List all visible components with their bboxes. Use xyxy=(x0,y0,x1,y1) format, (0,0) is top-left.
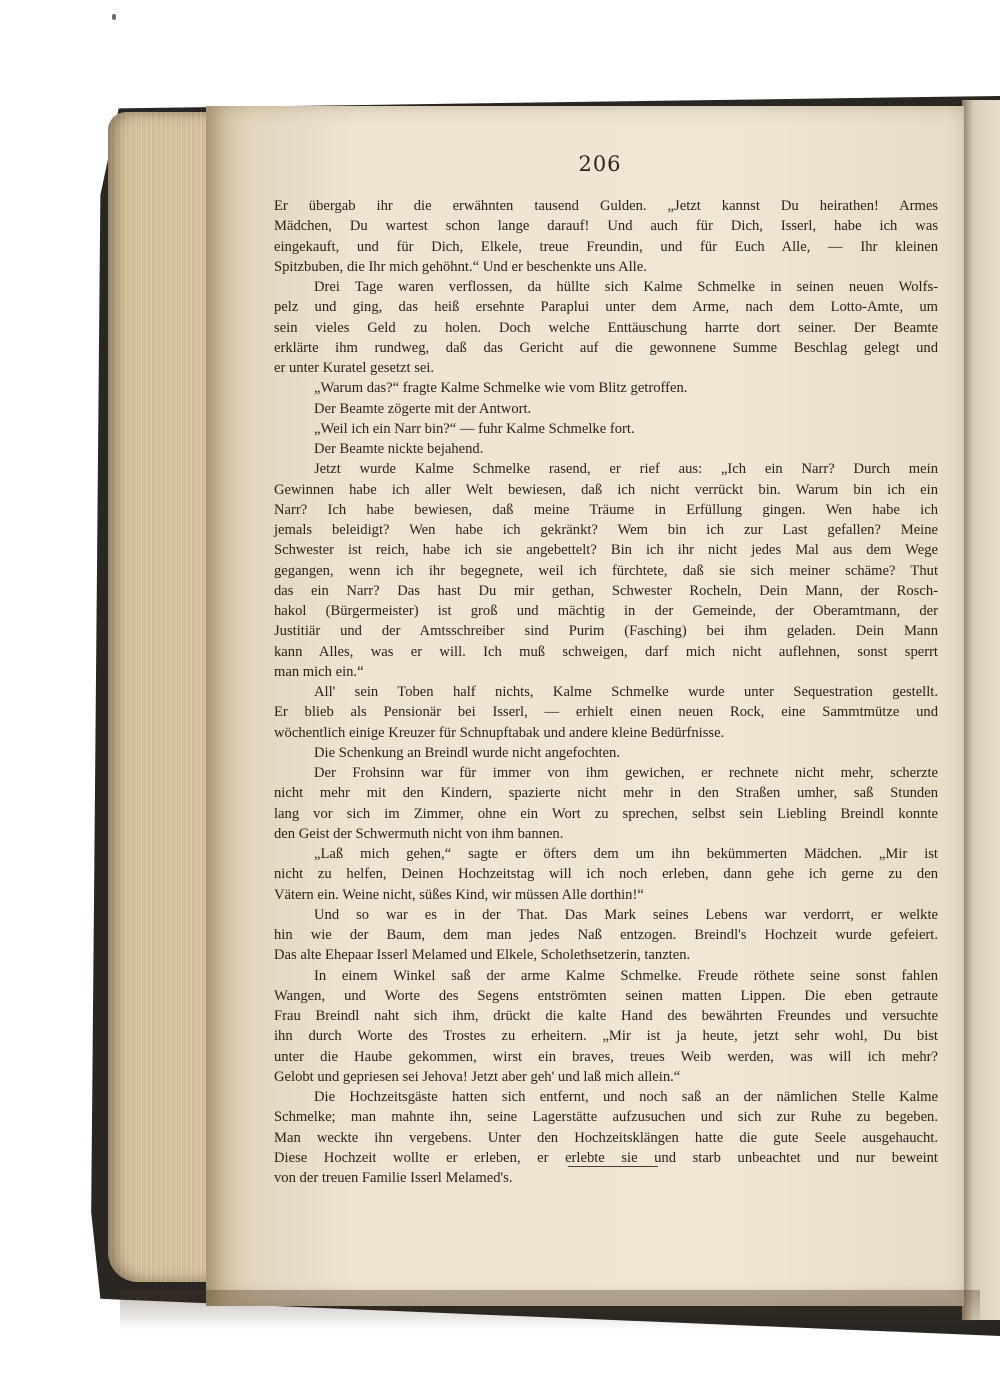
text-line: Man weckte ihn vergebens. Unter den Hochzeitsklängen hatte die gute Seele ausgehaucht. xyxy=(274,1129,938,1146)
end-rule xyxy=(568,1166,658,1167)
text-line: jemals beleidigt? Wen habe ich gekränkt? Wem bin ich zur Last gefallen? Meine xyxy=(274,522,938,538)
text-line: Wangen, und Worte des Segens entströmten seinen matten Lippen. Die eben getraute xyxy=(274,987,938,1004)
text-line: All' sein Toben half nichts, Kalme Schmelke wurde unter Sequestration gestellt. xyxy=(314,684,938,700)
text-line: Der Beamte nickte bejahend. xyxy=(314,441,484,457)
text-line: ihn durch Worte des Trostes zu erheitern. „Mir ist ja heute, jetzt sehr wohl, Du bist xyxy=(274,1028,938,1045)
text-line: erklärte ihm rundweg, daß das Gericht auf die gewonnene Summe Beschlag gelegt und xyxy=(274,339,938,356)
page-shadow xyxy=(120,1290,980,1330)
next-page-edge xyxy=(962,100,1000,1320)
text-line: kann Alles, was er will. Ich muß schweigen, darf mich nicht auflehnen, sonst sperrt xyxy=(274,643,938,660)
page-text xyxy=(274,196,938,1188)
page-number: 206 xyxy=(578,152,622,176)
dust-spot xyxy=(112,14,116,20)
text-line: unter die Haube gekommen, wirst ein braves, treues Weib werden, was will ich mehr? xyxy=(274,1048,938,1065)
text-line: Spitzbuben, die Ihr mich gehöhnt.“ Und er beschenkte uns Alle. xyxy=(274,258,647,275)
text-line: „Warum das?“ fragte Kalme Schmelke wie vom Blitz getroffen. xyxy=(314,380,688,397)
text-line: Vätern ein. Weine nicht, süßes Kind, wir müssen Alle dorthin!“ xyxy=(274,886,644,903)
text-line: wöchentlich einige Kreuzer für Schnupftabak und andere kleine Bedürfnisse. xyxy=(274,724,725,741)
text-line: Diese Hochzeit wollte er erleben, er erlebte sie und starb unbeachtet und nur beweint xyxy=(274,1149,938,1166)
text-line: Schmelke; man mahnte ihn, seine Lagerstätte aufzusuchen und sich zur Ruhe zu begeben. xyxy=(274,1109,938,1126)
text-line: eingekauft, und für Dich, Elkele, treue Freundin, und für Euch Alle, — Ihr kleinen xyxy=(274,238,938,255)
text-line: Er übergab ihr die erwähnten tausend Gulden. „Jetzt kannst Du heirathen! Armes xyxy=(274,198,938,214)
text-line: Schwester ist reich, habe ich sie angebettelt? Bin ich ihr nicht jedes Mal aus dem Wege xyxy=(274,542,938,559)
text-line: Gewinnen habe ich aller Welt bewiesen, daß ich nicht verrückt bin. Warum bin ich ein xyxy=(274,481,938,498)
text-line: nicht mehr mit den Kindern, spazierte nicht mehr in den Straßen umher, saß Stunden xyxy=(274,785,938,802)
text-line: Der Frohsinn war für immer von ihm gewichen, er rechnete nicht mehr, scherzte xyxy=(314,765,938,781)
text-line: nicht zu helfen, Deinen Hochzeitstag will ich noch erleben, dann gehe ich gerne zu den xyxy=(274,866,938,883)
text-line: den Geist der Schwermuth nicht von ihm bannen. xyxy=(274,825,564,842)
text-line: das ein Narr? Das hast Du mir gethan, Schwester Rocheln, Dein Mann, der Rosch- xyxy=(274,582,938,599)
text-line: Er blieb als Pensionär bei Isserl, — erhielt einen neuen Rock, eine Sammtmütze und xyxy=(274,704,938,721)
text-line: Das alte Ehepaar Isserl Melamed und Elkele, Scholethsetzerin, tanzten. xyxy=(274,947,691,964)
text-line: man mich ein.“ xyxy=(274,663,364,680)
text-line: Gelobt und gepriesen sei Jehova! Jetzt aber geh' und laß mich allein.“ xyxy=(274,1068,681,1085)
text-line: er unter Kuratel gesetzt sei. xyxy=(274,360,435,376)
text-line: „Laß mich gehen,“ sagte er öfters dem um ihn bekümmerten Mädchen. „Mir ist xyxy=(314,846,938,862)
text-line: Drei Tage waren verflossen, da hüllte sich Kalme Schmelke in seinen neuen Wolfs- xyxy=(314,279,938,295)
text-line: hin wie der Baum, dem man jedes Naß entzogen. Breindl's Hochzeit wurde gefeiert. xyxy=(274,927,938,943)
text-line: Narr? Ich habe bewiesen, daß meine Träume in Erfüllung gingen. Wen habe ich xyxy=(274,501,938,518)
text-line: Frau Breindl naht sich ihm, drückt die kalte Hand des bewährten Freundes und versuchte xyxy=(274,1008,938,1024)
text-line: sein vieles Geld zu holen. Doch welche Enttäuschung harrte dort seiner. Der Beamte xyxy=(274,319,938,336)
text-line: In einem Winkel saß der arme Kalme Schmelke. Freude röthete seine sonst fahlen xyxy=(314,967,938,984)
text-line: Und so war es in der That. Das Mark seines Lebens war verdorrt, er welkte xyxy=(314,906,938,923)
text-line: Die Hochzeitsgäste hatten sich entfernt, und noch saß an der nämlichen Stelle Kalme xyxy=(314,1089,938,1105)
text-line: hakol (Bürgermeister) ist groß und mächtig in der Gemeinde, der Oberamtmann, der xyxy=(274,603,938,619)
text-line: Die Schenkung an Breindl wurde nicht angefochten. xyxy=(314,744,620,761)
text-line: gegangen, wenn ich ihr begegnete, weil ich fürchtete, daß sie sich meiner schäme? Thut xyxy=(274,562,938,579)
text-line: von der treuen Familie Isserl Melamed's. xyxy=(274,1170,513,1186)
text-line: Mädchen, Du wartest schon lange darauf! Und auch für Dich, Isserl, habe ich was xyxy=(274,218,938,235)
text-line: Jetzt wurde Kalme Schmelke rasend, er rief aus: „Ich ein Narr? Durch mein xyxy=(314,461,938,478)
text-line: pelz und ging, das heiß ersehnte Paraplui unter dem Arme, nach dem Lotto-Amte, um xyxy=(274,299,938,316)
text-line: Der Beamte zögerte mit der Antwort. xyxy=(314,400,532,417)
text-line: Justitiär und der Amtsschreiber sind Purim (Fasching) bei ihm geladen. Dein Mann xyxy=(274,623,938,640)
text-line: „Weil ich ein Narr bin?“ — fuhr Kalme Schmelke fort. xyxy=(314,420,635,437)
text-line: lang vor sich im Zimmer, ohne ein Wort zu sprechen, selbst sein Liebling Breindl konnte xyxy=(274,805,938,822)
